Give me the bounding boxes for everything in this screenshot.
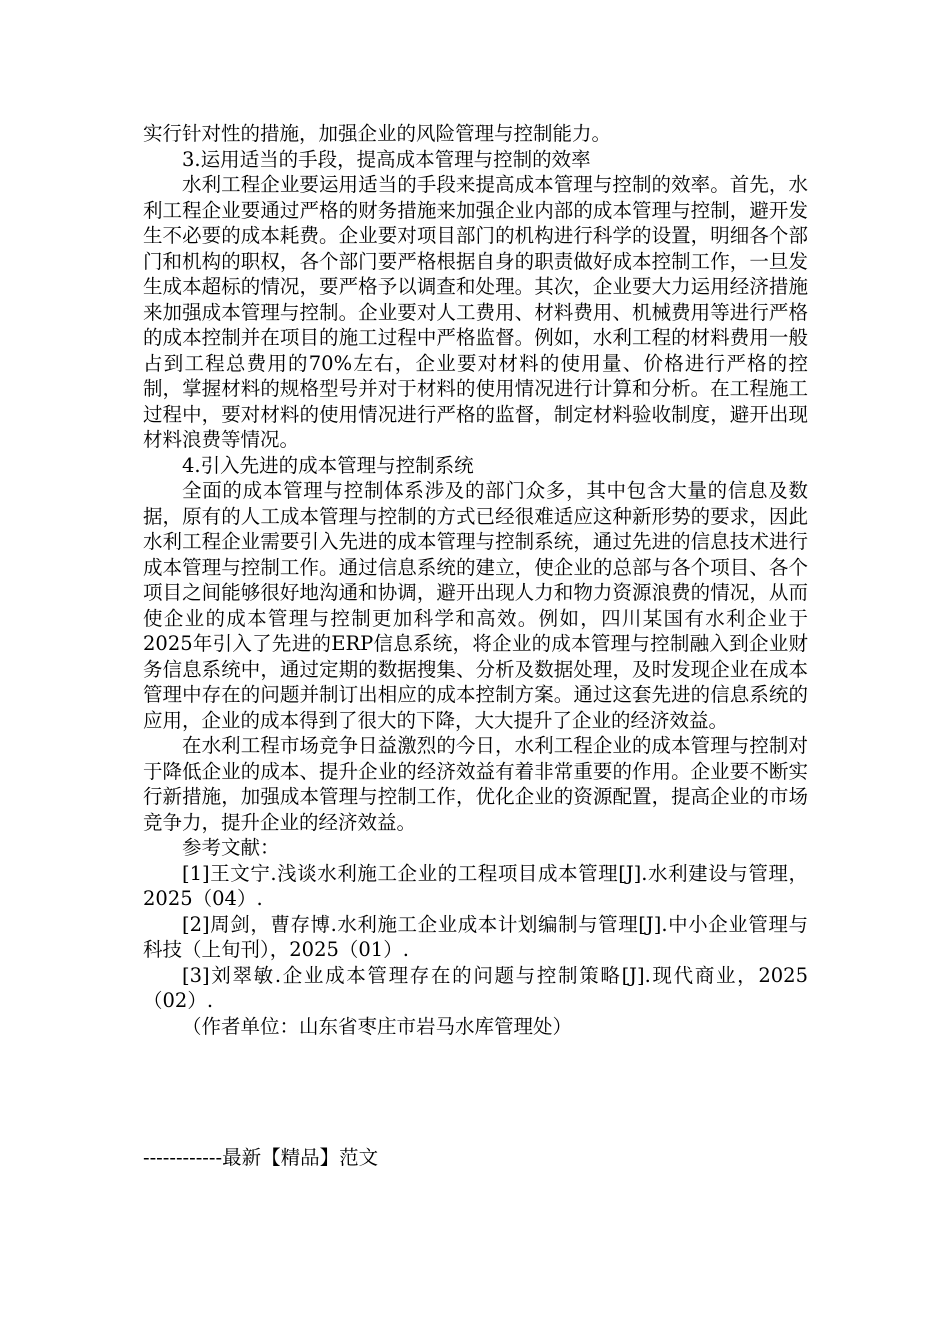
author-affiliation: （作者单位：山东省枣庄市岩马水库管理处） xyxy=(182,1014,573,1038)
reference-item-3: [3]刘翠敏.企业成本管理存在的问题与控制策略[J].现代商业，2025（02）. xyxy=(143,963,808,1012)
paragraph-continuation: 实行针对性的措施，加强企业的风险管理与控制能力。 xyxy=(143,122,612,145)
paragraph-cost-efficiency: 水利工程企业要运用适当的手段来提高成本管理与控制的效率。首先，水利工程企业要通过严格的财务措施来加强企业内部的成本管理与控制，避开发生不必要的成本耗费。企业要对项目部门的机构进行科学的设置，明细各个部门和机构的职权，各个部门要严格根据自身的职责做好成本控制工作，一旦发生成本超标的情况，要严格予以调查和处理。其次，企业要大力运用经济措施来加强成本管理与控制。企业要对人工费用、材料费用、机械费用等进行严格的成本控制并在项目的施工过程中严格监督。例如，水利工程的材料费用一般占到工程总费用的70%左右，企业要对材料的使用量、价格进行严格的控制，掌握材料的规格型号并对于材料的使用情况进行计算和分析。在工程施工过程中，要对材料的使用情况进行严格的监督，制定材料验收制度，避开出现材料浪费等情况。 xyxy=(143,173,808,451)
document-body xyxy=(143,121,808,1039)
paragraph-cost-system: 全面的成本管理与控制体系涉及的部门众多，其中包含大量的信息及数据，原有的人工成本管理与控制的方式已经很难适应这种新形势的要求，因此水利工程企业需要引入先进的成本管理与控制系统，通过先进的信息技术进行成本管理与控制工作。通过信息系统的建立，使企业的总部与各个项目、各个项目之间能够很好地沟通和协调，避开出现人力和物力资源浪费的情况，从而使企业的成本管理与控制更加科学和高效。例如，四川某国有水利企业于2025年引入了先进的ERP信息系统，将企业的成本管理与控制融入到企业财务信息系统中，通过定期的数据搜集、分析及数据处理，及时发现企业在成本管理中存在的问题并制订出相应的成本控制方案。通过这套先进的信息系统的应用，企业的成本得到了很大的下降，大大提升了企业的经济效益。 xyxy=(143,479,808,732)
section-heading-3: 3.运用适当的手段，提高成本管理与控制的效率 xyxy=(182,147,591,171)
references-heading: 参考文献： xyxy=(182,836,280,859)
reference-item-2: [2]周剑，曹存博.水利施工企业成本计划编制与管理[J].中小企业管理与科技（上旬刊），2025（01）. xyxy=(143,912,808,961)
reference-item-1: [1]王文宁.浅谈水利施工企业的工程项目成本管理[J].水利建设与管理，2025（04）. xyxy=(143,861,808,910)
section-heading-4: 4.引入先进的成本管理与控制系统 xyxy=(182,453,474,477)
footer-banner: ------------最新【精品】范文 xyxy=(143,1146,379,1169)
paragraph-conclusion: 在水利工程市场竞争日益激烈的今日，水利工程企业的成本管理与控制对于降低企业的成本、提升企业的经济效益有着非常重要的作用。企业要不断实行新措施，加强成本管理与控制工作，优化企业的资源配置，提高企业的市场竞争力，提升企业的经济效益。 xyxy=(143,734,808,834)
